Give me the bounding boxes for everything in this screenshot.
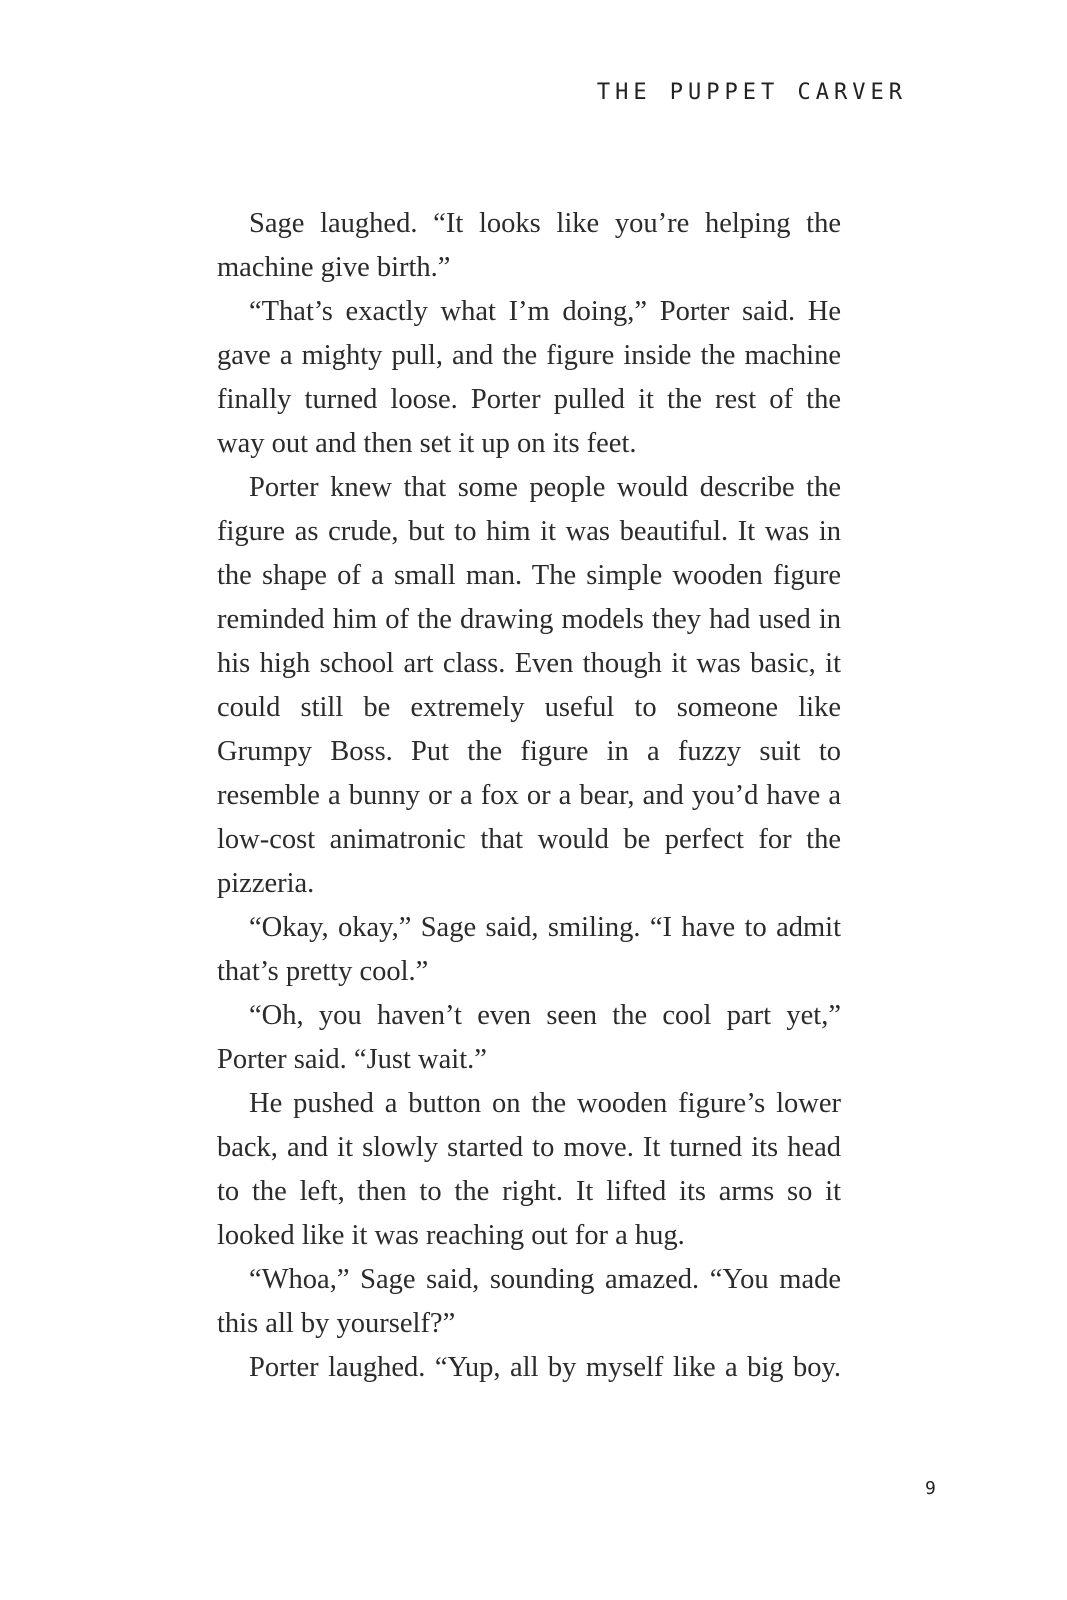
paragraph: Porter laughed. “Yup, all by myself like a big boy. [249,1352,841,1383]
running-head-title: THE PUPPET CARVER [596,80,907,105]
page-number: 9 [925,1478,936,1499]
paragraph: “Okay, okay,” Sage said, smiling. “I have to admit that’s pretty cool.” [217,912,841,987]
paragraph: He pushed a button on the wooden figure’s lower back, and it slowly started to move. It turned its head to the left, then to the right. It lifted its arms so it looked like it was reaching out for a hug. [217,1088,841,1251]
paragraph: “Oh, you haven’t even seen the cool part yet,” Porter said. “Just wait.” [217,1000,841,1075]
body-text [217,202,841,1390]
paragraph: “Whoa,” Sage said, sounding amazed. “You made this all by yourself?” [217,1264,841,1339]
paragraph: Porter knew that some people would describe the figure as crude, but to him it was beautiful. It was in the shape of a small man. The simple wooden figure reminded him of the drawing models they had used in his high school art class. Even though it was basic, it could still be extremely useful to someone like Grumpy Boss. Put the figure in a fuzzy suit to resemble a bunny or a fox or a bear, and you’d have a low-cost animatronic that would be perfect for the pizzeria. [217,472,841,899]
paragraph: “That’s exactly what I’m doing,” Porter said. He gave a mighty pull, and the figure inside the machine finally turned loose. Porter pulled it the rest of the way out and then set it up on its feet. [217,296,841,459]
paragraph: Sage laughed. “It looks like you’re helping the machine give birth.” [217,208,841,283]
